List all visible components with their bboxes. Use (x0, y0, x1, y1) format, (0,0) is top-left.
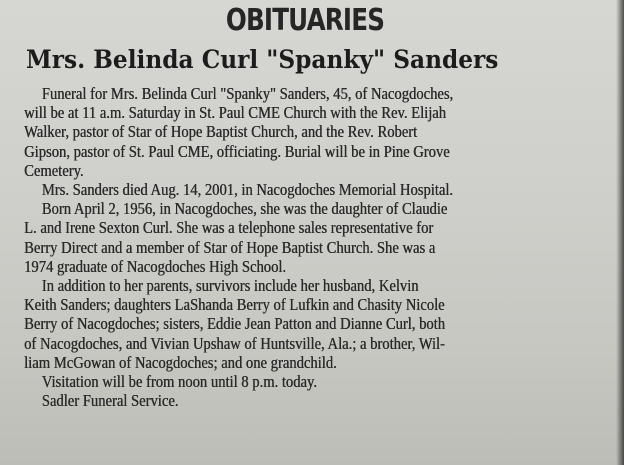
text-line: Mrs. Sanders died Aug. 14, 2001, in Nacogdoches Memorial Hospital. (41, 180, 453, 200)
text-line: Berry Direct and a member of Star of Hope Baptist Church. She was a (24, 237, 436, 257)
text-line: L. and Irene Sexton Curl. She was a telephone sales representative for (24, 218, 434, 238)
section-heading: OBITUARIES (225, 3, 385, 38)
text-line: Born April 2, 1956, in Nacogdoches, she was the daughter of Claudie (41, 199, 448, 219)
text-line: Funeral for Mrs. Belinda Curl "Spanky" Sanders, 45, of Nacogdoches, (41, 84, 454, 103)
text-line: Walker, pastor of Star of Hope Baptist Church, and the Rev. Robert (24, 122, 418, 142)
text-line: Keith Sanders; daughters LaShanda Berry of Lufkin and Chasity Nicole (24, 295, 445, 315)
obituary-body (24, 84, 590, 410)
text-line: will be at 11 a.m. Saturday in St. Paul CME Church with the Rev. Elijah (24, 103, 446, 123)
text-line: 1974 graduate of Nacogdoches High School. (24, 256, 286, 276)
text-line: Gipson, pastor of St. Paul CME, officiating. Burial will be in Pine Grove (24, 141, 450, 161)
text-line: liam McGowan of Nacogdoches; and one grandchild. (24, 352, 337, 372)
text-line: In addition to her parents, survivors include her husband, Kelvin (41, 276, 419, 296)
text-line: Berry of Nacogdoches; sisters, Eddie Jean Patton and Dianne Curl, both (24, 314, 445, 334)
clipping-edge-shadow (616, 0, 624, 465)
text-line: Cemetery. (24, 160, 84, 180)
text-line: of Nacogdoches, and Vivian Upshaw of Huntsville, Ala.; a brother, Wil- (24, 333, 445, 353)
obituary-headline: Mrs. Belinda Curl "Spanky" Sanders (26, 45, 499, 74)
text-line: Sadler Funeral Service. (41, 391, 179, 411)
text-line: Visitation will be from noon until 8 p.m. today. (41, 372, 317, 392)
